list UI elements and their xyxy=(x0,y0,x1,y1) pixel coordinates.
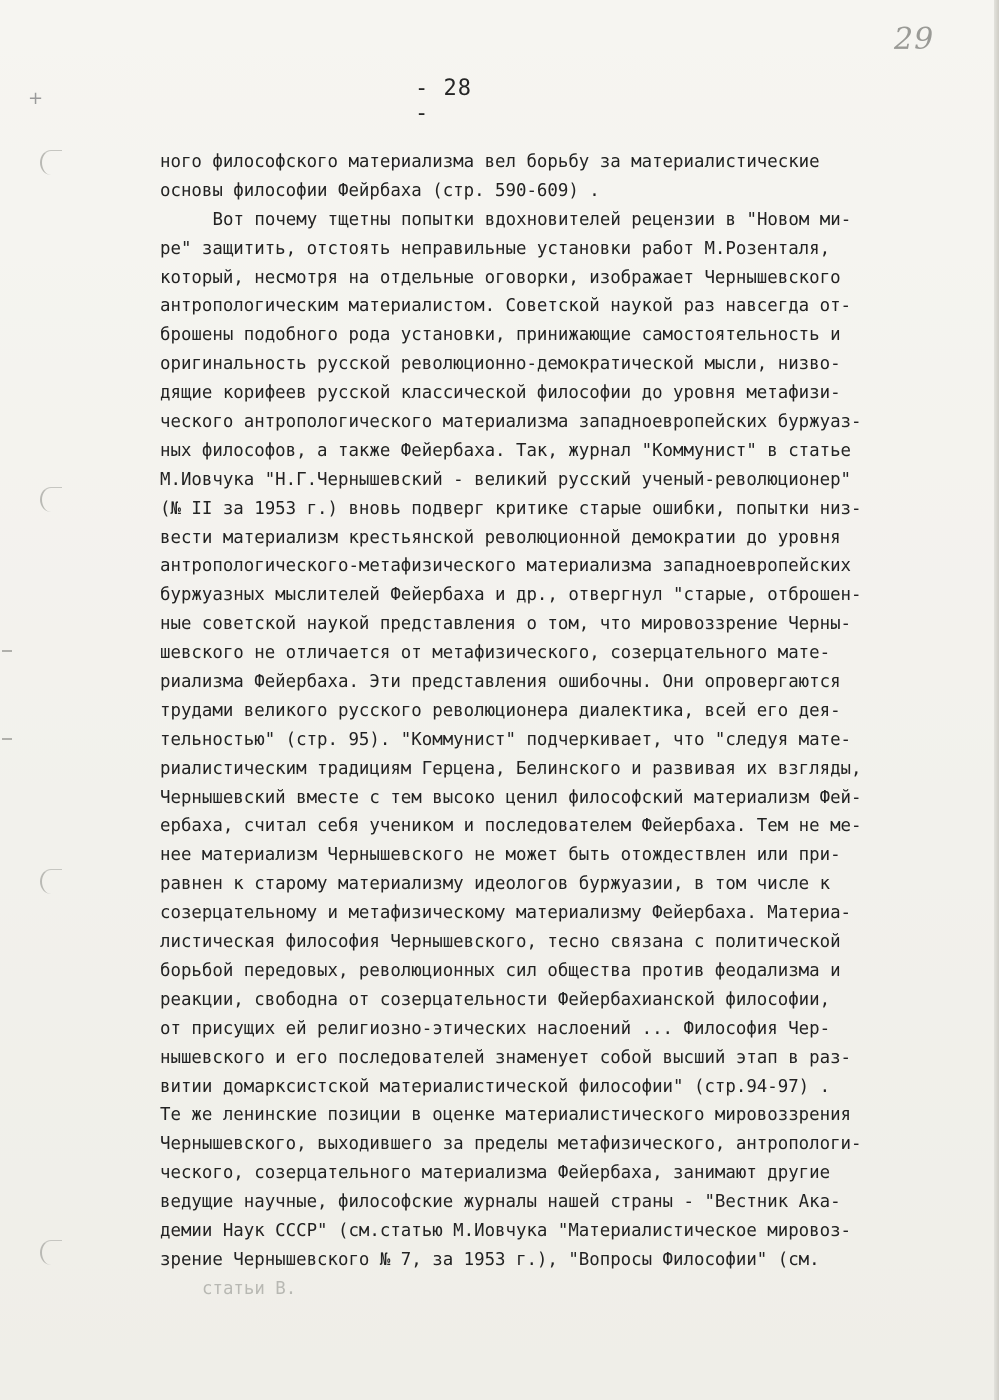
text-line: Чернышевского, выходившего за пределы метафизического, антропологи- xyxy=(160,1134,862,1155)
text-line: (№ II за 1953 г.) вновь подверг критике старые ошибки, попытки низ- xyxy=(160,498,862,519)
text-line: ного философского материализма вел борьбу за материалистические xyxy=(160,152,820,172)
text-line: созерцательному и метафизическому материализму Фейербаха. Материа- xyxy=(160,903,852,924)
fold-tick xyxy=(2,650,12,652)
binder-hole-mark xyxy=(40,150,62,175)
text-line: витии домарксистской материалистической философии" (стр.94-97) . xyxy=(160,1076,831,1097)
fold-tick xyxy=(2,738,12,740)
text-line: равнен к старому материализму идеологов буржуазии, в том числе к xyxy=(160,874,831,895)
text-line: зрение Чернышевского № 7, за 1953 г.), "Вопросы Философии" (см. xyxy=(160,1249,820,1270)
text-line: ных философов, а также Фейербаха. Так, журнал "Коммунист" в статье xyxy=(160,440,852,461)
text-line: демии Наук СССР" (см.статью М.Иовчука "Материалистическое мировоз- xyxy=(160,1220,852,1241)
text-line: риализма Фейербаха. Эти представления ошибочны. Они опровергаются xyxy=(160,672,841,693)
page-number: - 28 - xyxy=(415,76,472,126)
text-line: основы философии Фейрбаха (стр. 590-609) . xyxy=(160,180,600,201)
archive-page-number: 29 xyxy=(894,22,935,57)
text-line: ные советской наукой представления о том, что мировоззрение Черны- xyxy=(160,614,852,635)
faded-text-line: статьи В. xyxy=(202,1278,297,1299)
text-line: реакции, свободна от созерцательности Фейербахианской философии, xyxy=(160,989,831,1010)
text-line: нышевского и его последователей знаменует собой высший этап в раз- xyxy=(160,1047,852,1068)
margin-cross-mark: + xyxy=(28,88,44,109)
binder-hole-mark xyxy=(40,1240,62,1265)
text-line: ческого, созерцательного материализма Фейербаха, занимают другие xyxy=(160,1163,831,1184)
text-line: Вот почему тщетны попытки вдохновителей рецензии в "Новом ми- xyxy=(212,209,852,230)
text-line: дящие корифеев русской классической философии до уровня метафизи- xyxy=(160,383,841,404)
text-line: шевского не отличается от метафизического, созерцательного мате- xyxy=(160,643,831,664)
text-line: Чернышевский вместе с тем высоко ценил философский материализм Фей- xyxy=(160,787,862,808)
text-line: ербаха, считал себя учеником и последователем Фейербаха. Тем не ме- xyxy=(160,816,862,837)
text-line: ческого антропологического материализма западноевропейских буржуаз- xyxy=(160,412,862,433)
text-line: брошены подобного рода установки, принижающие самостоятельность и xyxy=(160,325,841,346)
text-line: антропологическим материалистом. Советской наукой раз навсегда от- xyxy=(160,296,852,317)
text-line: М.Иовчука "Н.Г.Чернышевский - великий русский ученый-революционер" xyxy=(160,469,852,490)
text-line: ре" защитить, отстоять неправильные установки работ М.Розенталя, xyxy=(160,238,831,259)
text-line: борьбой передовых, революционных сил общества против феодализма и xyxy=(160,960,841,981)
text-line: от присущих ей религиозно-этических наслоений ... Философия Чер- xyxy=(160,1018,831,1039)
text-line: буржуазных мыслителей Фейербаха и др., отвергнул "старые, отброшен- xyxy=(160,585,862,606)
text-line: ведущие научные, философские журналы нашей страны - "Вестник Ака- xyxy=(160,1192,841,1213)
text-line: нее материализм Чернышевского не может быть отождествлен или при- xyxy=(160,845,841,866)
text-line: риалистическим традициям Герцена, Белинского и развивая их взгляды, xyxy=(160,758,862,779)
text-line: вести материализм крестьянской революционной демократии до уровня xyxy=(160,527,841,548)
text-line: тельностью" (стр. 95). "Коммунист" подчеркивает, что "следуя мате- xyxy=(160,729,852,750)
text-line: оригинальность русской революционно-демократической мысли, низво- xyxy=(160,354,841,375)
text-line: Те же ленинские позиции в оценке материалистического мировоззрения xyxy=(160,1105,852,1126)
binder-hole-mark xyxy=(40,487,62,512)
text-line: который, несмотря на отдельные оговорки, изображает Чернышевского xyxy=(160,267,841,288)
paper-edge xyxy=(994,0,999,1400)
text-line: трудами великого русского революционера диалектика, всей его дея- xyxy=(160,700,841,721)
text-line: листическая философия Чернышевского, тесно связана с политической xyxy=(160,932,841,953)
text-line: антропологического-метафизического материализма западноевропейских xyxy=(160,556,852,577)
body-text xyxy=(160,148,960,1304)
binder-hole-mark xyxy=(40,869,62,894)
